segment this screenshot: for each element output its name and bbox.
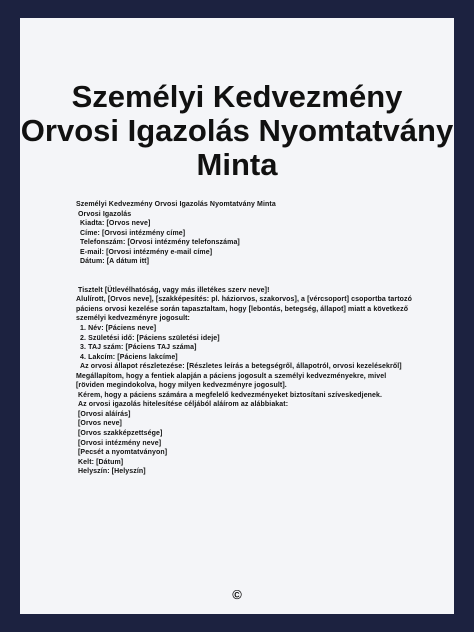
doc-address: Címe: [Orvosi intézmény címe] — [80, 229, 186, 237]
intro-paragraph: Alulírott, [Orvos neve], [szakképesítés: pl. háziorvos, szakorvos], a [vércsoport] csoportba tartozó páciens orvosi kezelése során tapasztaltam, hogy [lebontás, betegség, állapot] miatt a következő személyi kedvezményre jogosult: — [76, 296, 412, 323]
page-title — [20, 80, 454, 182]
signer-institution: [Orvosi intézmény neve] — [78, 439, 162, 447]
condition-details: Az orvosi állapot részletezése: [Részletes leírás a betegségről, állapotról, orvosi kezelésekről] — [80, 363, 402, 371]
signer-qualification: [Orvos szakképzettsége] — [78, 430, 163, 438]
title-line-3: Minta — [196, 147, 278, 182]
signer-name: [Orvos neve] — [78, 420, 122, 428]
spacer — [76, 267, 416, 286]
title-line-2: Orvosi Igazolás Nyomtatvány — [20, 113, 454, 148]
patient-residence: 4. Lakcím: [Páciens lakcíme] — [80, 353, 178, 361]
patient-taj: 3. TAJ szám: [Páciens TAJ száma] — [80, 344, 197, 352]
signature-line: [Orvosi aláírás] — [78, 410, 131, 418]
title-line-1: Személyi Kedvezmény — [71, 79, 403, 114]
doc-email: E-mail: [Orvosi intézmény e-mail címe] — [80, 248, 213, 256]
patient-birth: 2. Születési idő: [Páciens születési ideje] — [80, 334, 220, 342]
confirmation-paragraph: Megállapítom, hogy a fentiek alapján a páciens jogosult a személyi kedvezményekre, mivel [röviden megindokolva, hogy milyen kedvezményre jogosult]. — [76, 372, 387, 390]
doc-phone: Telefonszám: [Orvosi intézmény telefonszáma] — [80, 239, 240, 247]
doc-issuer: Kiadta: [Orvos neve] — [80, 220, 151, 228]
salutation: Tisztelt [Ütlevélhatóság, vagy más illetékes szerv neve]! — [78, 286, 270, 294]
issued-date: Kelt: [Dátum] — [78, 458, 124, 466]
doc-org: Orvosi Igazolás — [78, 210, 132, 218]
patient-name: 1. Név: [Páciens neve] — [80, 325, 157, 333]
signing-note: Az orvosi igazolás hitelesítése céljából aláírom az alábbiakat: — [78, 401, 289, 409]
doc-heading: Személyi Kedvezmény Orvosi Igazolás Nyomtatvány Minta — [76, 201, 276, 208]
request-paragraph: Kérem, hogy a páciens számára a megfelelő kedvezményeket biztosítani szíveskedjenek. — [78, 391, 383, 399]
doc-date: Dátum: [A dátum itt] — [80, 258, 150, 266]
document-page — [20, 18, 454, 614]
stamp-placeholder: [Pecsét a nyomtatványon] — [78, 449, 168, 457]
issued-place: Helyszín: [Helyszín] — [78, 468, 146, 476]
document-body — [76, 200, 416, 477]
copyright-mark: © — [232, 587, 242, 602]
